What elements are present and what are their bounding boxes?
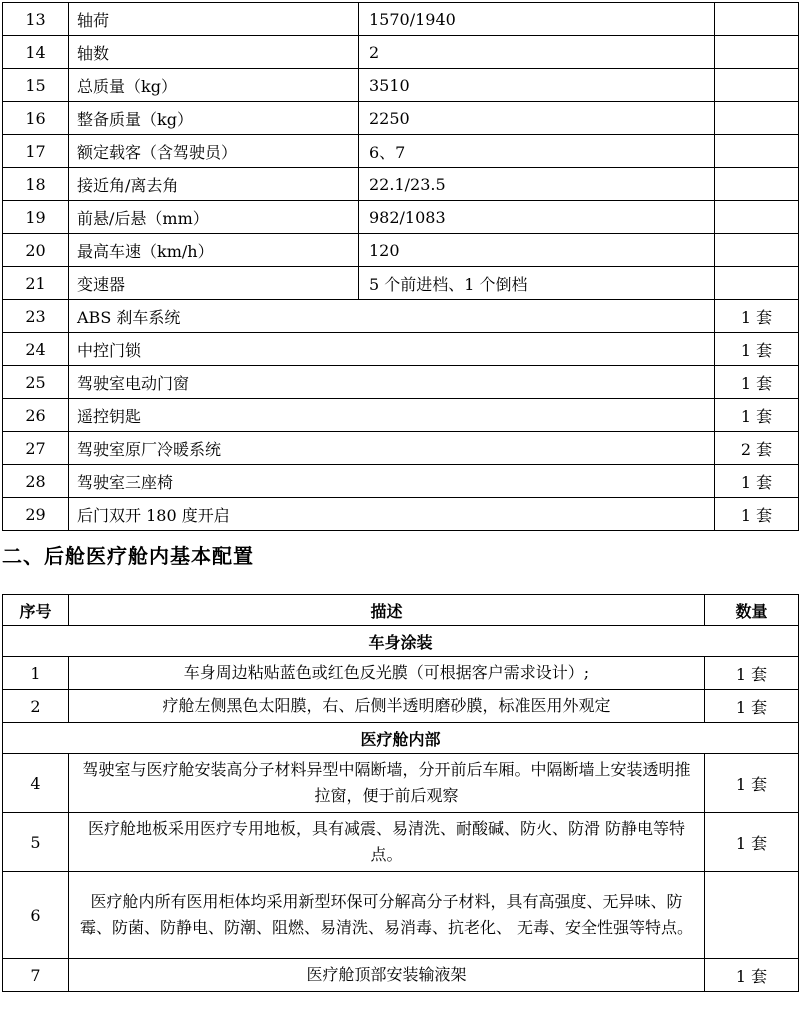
table-row: 6 医疗舱内所有医用柜体均采用新型环保可分解高分子材料，具有高强度、无异味、防霉、防菌、防静电、防潮、阻燃、易清洗、易消毒、抗老化、 无毒、安全性强等特点。 bbox=[3, 872, 799, 959]
section-heading: 二、后舱医疗舱内基本配置 bbox=[2, 544, 254, 568]
table-row: 20 最高车速（km/h） 120 bbox=[3, 234, 799, 267]
section-row: 医疗舱内部 bbox=[3, 723, 799, 754]
table-row: 25 驾驶室电动门窗 1 套 bbox=[3, 366, 799, 399]
table-row: 23 ABS 刹车系统 1 套 bbox=[3, 300, 799, 333]
column-header-qty: 数量 bbox=[705, 595, 799, 626]
column-header-num: 序号 bbox=[3, 595, 69, 626]
table-row: 2 疗舱左侧黑色太阳膜，右、后侧半透明磨砂膜，标准医用外观定 1 套 bbox=[3, 690, 799, 723]
table-row: 17 额定载客（含驾驶员） 6、7 bbox=[3, 135, 799, 168]
table-row: 28 驾驶室三座椅 1 套 bbox=[3, 465, 799, 498]
table-row: 26 遥控钥匙 1 套 bbox=[3, 399, 799, 432]
table-row: 29 后门双开 180 度开启 1 套 bbox=[3, 498, 799, 531]
table-row: 24 中控门锁 1 套 bbox=[3, 333, 799, 366]
column-header-desc: 描述 bbox=[69, 595, 705, 626]
section-row: 车身涂装 bbox=[3, 626, 799, 657]
table-row: 16 整备质量（kg） 2250 bbox=[3, 102, 799, 135]
table-row: 1 车身周边粘贴蓝色或红色反光膜（可根据客户需求设计）; 1 套 bbox=[3, 657, 799, 690]
table-row: 13 轴荷 1570/1940 bbox=[3, 3, 799, 36]
table-row: 15 总质量（kg） 3510 bbox=[3, 69, 799, 102]
medical-cabin-config-table bbox=[2, 594, 799, 992]
table-row: 5 医疗舱地板采用医疗专用地板，具有减震、易清洗、耐酸碱、防火、防滑 防静电等特点。 1 套 bbox=[3, 813, 799, 872]
table-row: 4 驾驶室与医疗舱安装高分子材料异型中隔断墙，分开前后车厢。中隔断墙上安装透明推拉窗，便于前后观察 1 套 bbox=[3, 754, 799, 813]
vehicle-spec-table bbox=[2, 2, 799, 531]
table-row: 19 前悬/后悬（mm） 982/1083 bbox=[3, 201, 799, 234]
table-row: 14 轴数 2 bbox=[3, 36, 799, 69]
table-row: 27 驾驶室原厂冷暖系统 2 套 bbox=[3, 432, 799, 465]
table-header-row bbox=[3, 595, 799, 626]
table-row: 21 变速器 5 个前进档、1 个倒档 bbox=[3, 267, 799, 300]
table-row: 18 接近角/离去角 22.1/23.5 bbox=[3, 168, 799, 201]
table-row: 7 医疗舱顶部安装输液架 1 套 bbox=[3, 959, 799, 992]
